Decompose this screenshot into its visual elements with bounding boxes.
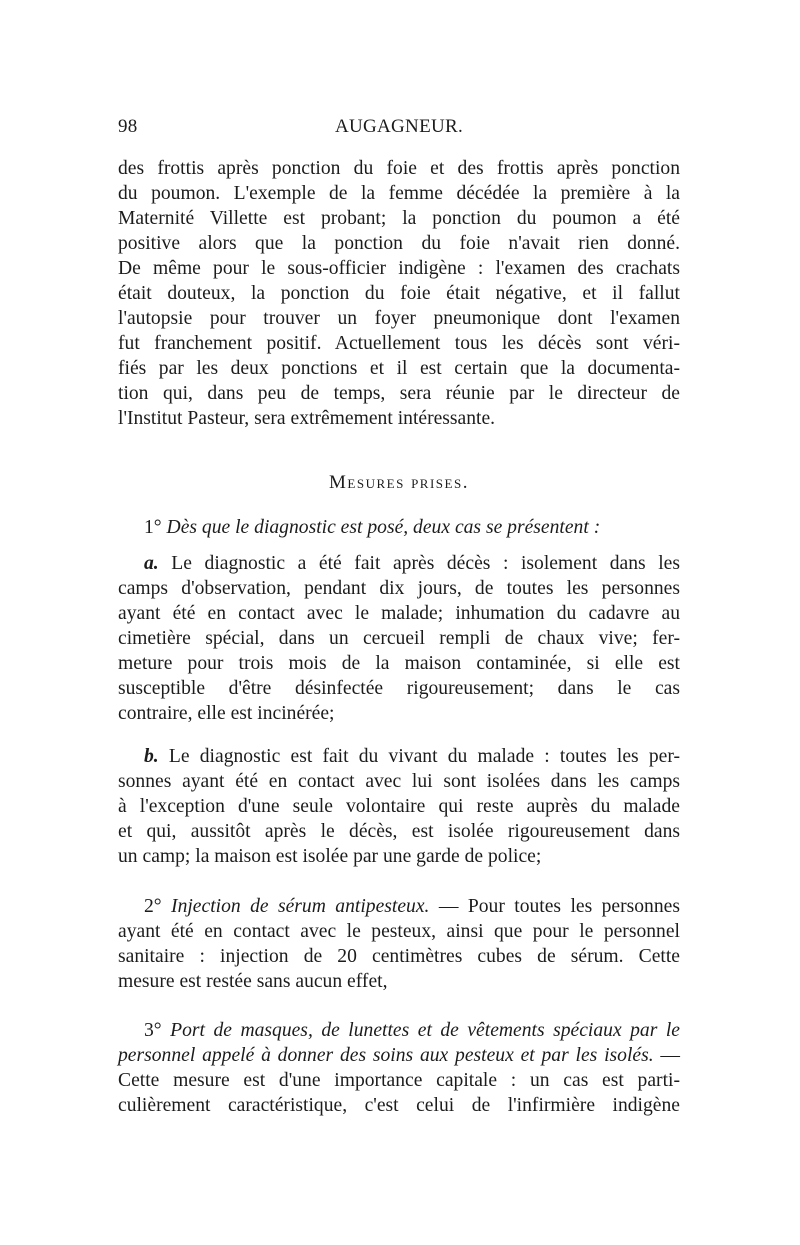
text-line: culièrement caractéristique, c'est celui de l'infirmière indigène [118, 1095, 680, 1116]
text-line: fiés par les deux ponctions et il est certain que la documenta- [118, 358, 680, 379]
case-a-paragraph [118, 551, 680, 726]
text-line: Cette mesure est d'une importance capitale : un cas est parti- [118, 1070, 680, 1091]
text-line: susceptible d'être désinfectée rigoureusement; dans le cas [118, 678, 680, 699]
text-line: cimetière spécial, dans un cercueil rempli de chaux vive; fer- [118, 628, 680, 649]
case-letter: a. [144, 553, 159, 574]
item-title: Port de masques, de lunettes et de vêtements spéciaux par le [170, 1020, 680, 1041]
text-line: Le diagnostic est fait du vivant du malade : toutes les per- [168, 746, 680, 767]
text-line: positive alors que la ponction du foie n'avait rien donné. [118, 233, 680, 254]
text-line: mesure est restée sans aucun effet, [118, 971, 388, 992]
text-line: contraire, elle est incinérée; [118, 703, 335, 724]
text-line: ayant été en contact avec le pesteux, ainsi que pour le personnel [118, 921, 680, 942]
text-line: du poumon. L'exemple de la femme décédée la première à la [118, 183, 680, 204]
text-line: — Pour toutes les personnes [438, 896, 680, 917]
page-number: 98 [118, 116, 138, 137]
item-number: 3° [144, 1020, 162, 1041]
text-line: sonnes ayant été en contact avec lui sont isolées dans les camps [118, 771, 680, 792]
intro-paragraph [118, 156, 680, 431]
text-line: Maternité Villette est probant; la ponction du poumon a été [118, 208, 680, 229]
item-title: Dès que le diagnostic est posé, deux cas se présentent : [166, 517, 601, 538]
text-line: fut franchement positif. Actuellement tous les décès sont véri- [118, 333, 680, 354]
text-line: camps d'observation, pendant dix jours, de toutes les personnes [118, 578, 680, 599]
item-title: personnel appelé à donner des soins aux pesteux et par les isolés. [118, 1045, 654, 1066]
dash: — [660, 1045, 680, 1066]
text-line: l'autopsie pour trouver un foyer pneumonique dont l'examen [118, 308, 680, 329]
text-line: sanitaire : injection de 20 centimètres cubes de sérum. Cette [118, 946, 680, 967]
text-line: ayant été en contact avec le malade; inhumation du cadavre au [118, 603, 680, 624]
item-3-paragraph [118, 1018, 680, 1118]
item-2-paragraph [118, 894, 680, 994]
text-line: l'Institut Pasteur, sera extrêmement intéressante. [118, 408, 496, 429]
section-heading: Mesures prises. [329, 472, 469, 493]
running-head [118, 116, 680, 144]
text-line: Le diagnostic a été fait après décès : isolement dans les [171, 553, 680, 574]
text-line: De même pour le sous-officier indigène : l'examen des crachats [118, 258, 680, 279]
running-title: AUGAGNEUR. [334, 116, 464, 137]
text-line: à l'exception d'une seule volontaire qui reste auprès du malade [118, 796, 680, 817]
text-line: des frottis après ponction du foie et des frottis après ponction [118, 158, 680, 179]
item-number: 1° [144, 517, 162, 538]
text-line: et qui, aussitôt après le décès, est isolée rigoureusement dans [118, 821, 680, 842]
case-b-paragraph [118, 744, 680, 869]
text-line: meture pour trois mois de la maison contaminée, si elle est [118, 653, 680, 674]
item-1-heading [118, 515, 680, 540]
text-line: était douteux, la ponction du foie était négative, et il fallut [118, 283, 680, 304]
item-number: 2° [144, 896, 162, 917]
text-line: un camp; la maison est isolée par une garde de police; [118, 846, 542, 867]
text-line: tion qui, dans peu de temps, sera réunie par le directeur de [118, 383, 680, 404]
case-letter: b. [144, 746, 159, 767]
item-title: Injection de sérum antipesteux. [171, 896, 430, 917]
